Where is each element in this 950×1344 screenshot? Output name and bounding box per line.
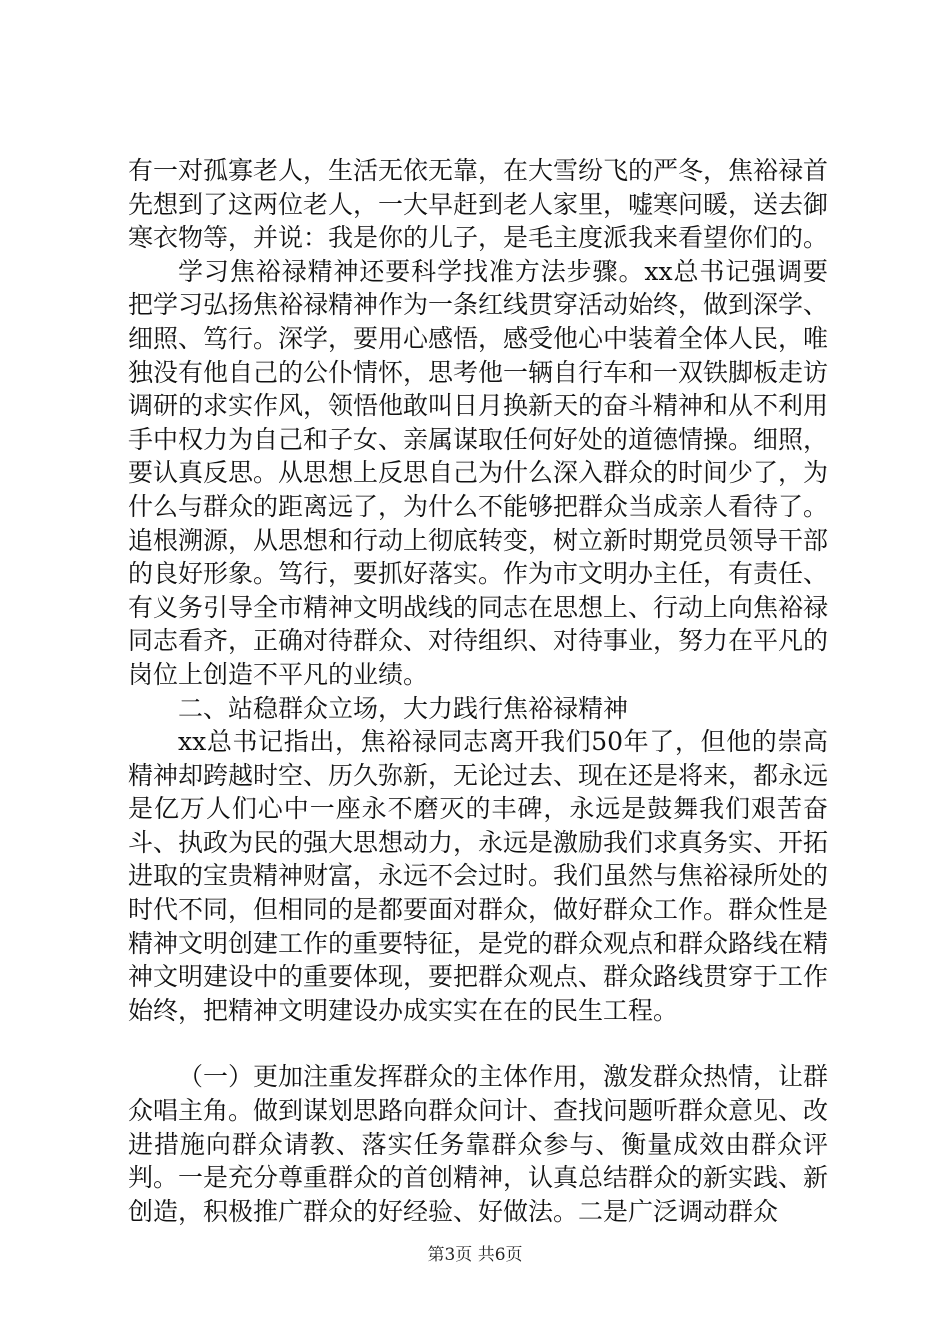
- paragraph-continuation: 有一对孤寡老人，生活无依无靠，在大雪纷飞的严冬，焦裕禄首先想到了这两位老人，一大早赶到老人家里，嘘寒问暖，送去御寒衣物等，并说：我是你的儿子，是毛主度派我来看望你们的。: [128, 156, 829, 253]
- paragraph-mass-stance: xx总书记指出，焦裕禄同志离开我们50年了，但他的崇高精神却跨越时空、历久弥新，无论过去、现在还是将来，都永远是亿万人们心中一座永不磨灭的丰碑，永远是鼓舞我们艰苦奋斗、执政为民的强大思想动力，永远是激励我们求真务实、开拓进取的宝贵精神财富，永远不会过时。我们虽然与焦裕禄所处的时代不同，但相同的是都要面对群众，做好群众工作。群众性是精神文明创建工作的重要特征，是党的群众观点和群众路线在精神文明建设中的重要体现，要把群众观点、群众路线贯穿于工作始终，把精神文明建设办成实实在在的民生工程。: [128, 727, 829, 1025]
- page-number-footer: 第3页 共6页: [427, 1245, 523, 1265]
- paragraph-method-steps: 学习焦裕禄精神还要科学找准方法步骤。xx总书记强调要把学习弘扬焦裕禄精神作为一条红线贯穿活动始终，做到深学、细照、笃行。深学，要用心感悟，感受他心中装着全体人民，唯独没有他自己的公仆情怀，思考他一辆自行车和一双铁脚板走访调研的求实作风，领悟他敢叫日月换新天的奋斗精神和从不利用手中权力为自己和子女、亲属谋取任何好处的道德情操。细照，要认真反思。从思想上反思自己为什么深入群众的时间少了，为什么与群众的距离远了，为什么不能够把群众当成亲人看待了。追根溯源，从思想和行动上彻底转变，树立新时期党员领导干部的良好形象。笃行，要抓好落实。作为市文明办主任，有责任、有义务引导全市精神文明战线的同志在思想上、行动上向焦裕禄同志看齐，正确对待群众、对待组织、对待事业，努力在平凡的岗位上创造不平凡的业绩。: [128, 256, 829, 689]
- body-text: [128, 154, 828, 1228]
- section-heading: 二、站稳群众立场，大力践行焦裕禄精神: [178, 693, 629, 723]
- paragraph-spacer: [128, 1027, 828, 1060]
- paragraph-subsection-one: （一）更加注重发挥群众的主体作用，激发群众热情，让群众唱主角。做到谋划思路向群众问计、查找问题听群众意见、改进措施向群众请教、落实任务靠群众参与、衡量成效由群众评判。一是充分尊重群众的首创精神，认真总结群众的新实践、新创造，积极推广群众的好经验、好做法。二是广泛调动群众: [128, 1062, 829, 1226]
